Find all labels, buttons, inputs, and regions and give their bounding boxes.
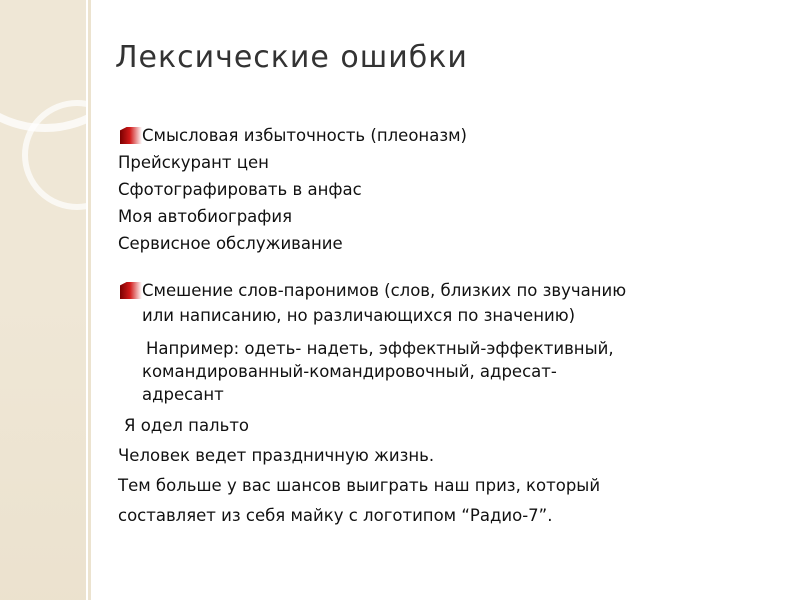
bullet-item-pleonasm bbox=[118, 122, 778, 149]
example-line: Тем больше у вас шансов выиграть наш приз, который bbox=[118, 476, 601, 495]
example-line: Я одел пальто bbox=[124, 416, 250, 435]
note-line: командированный-командировочный, адресат- bbox=[142, 362, 557, 381]
example-line: Сфотографировать в анфас bbox=[118, 180, 362, 199]
slide-content bbox=[118, 122, 778, 529]
bullet-icon bbox=[120, 127, 142, 144]
bullet-icon bbox=[120, 282, 142, 299]
side-divider bbox=[88, 0, 91, 600]
note-line: Например: одеть- надеть, эффектный-эффективный, bbox=[146, 339, 614, 358]
decorative-band bbox=[0, 300, 86, 600]
example-line: составляет из себя майку с логотипом “Радио-7”. bbox=[118, 506, 553, 525]
bullet-heading: Смысловая избыточность (плеоназм) bbox=[142, 126, 467, 145]
example-line: Человек ведет праздничную жизнь. bbox=[118, 446, 435, 465]
bullet-heading: Смешение слов-паронимов (слов, близких по звучанию bbox=[142, 281, 627, 300]
note-line: адресант bbox=[142, 385, 224, 404]
example-line: Моя автобиография bbox=[118, 207, 293, 226]
example-line: Сервисное обслуживание bbox=[118, 234, 343, 253]
bullet-heading-continuation: или написанию, но различающихся по значению) bbox=[142, 306, 576, 325]
example-line: Прейскурант цен bbox=[118, 153, 269, 172]
slide-title: Лексические ошибки bbox=[115, 40, 468, 75]
bullet-item-paronyms bbox=[118, 277, 778, 304]
decorative-side-panel bbox=[0, 0, 86, 600]
